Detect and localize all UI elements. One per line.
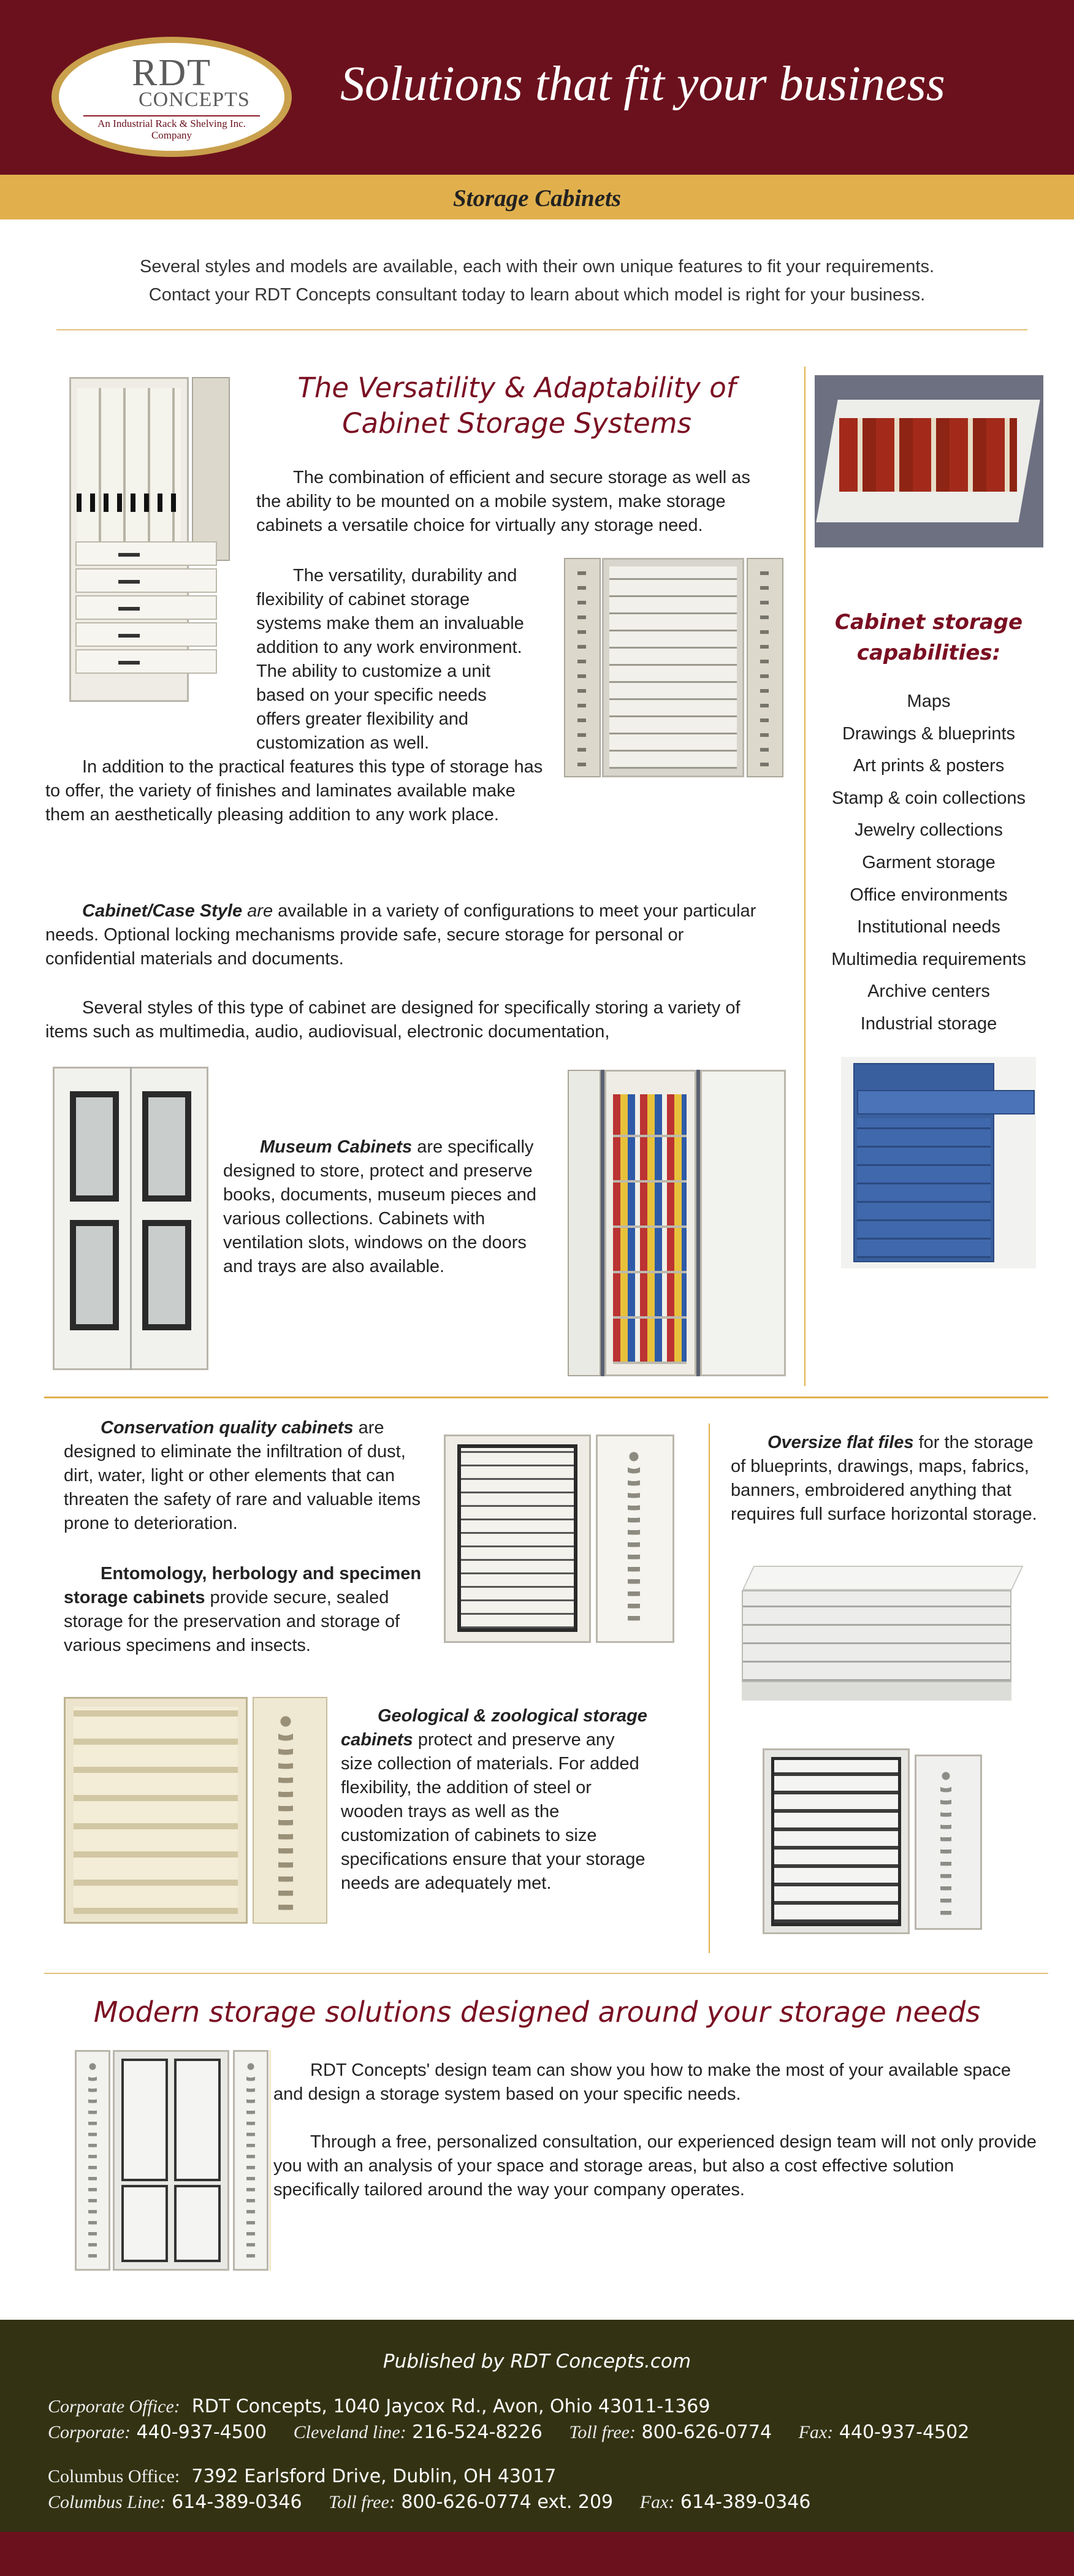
capability-item: Archive centers: [867, 981, 990, 1002]
versatility-title: [256, 370, 777, 441]
capability-item: Multimedia requirements: [831, 949, 1026, 969]
cabinet-case-style-lead: Cabinet/Case Style: [82, 901, 243, 921]
geological-paragraph: [341, 1704, 647, 1896]
rolled-document-drawer-image: [815, 375, 1043, 547]
oversize-flat-files-lead: Oversize flat files: [767, 1433, 914, 1452]
cabinet-case-style-text: available in a variety of configurations to meet your particular needs. Optional locking mechanisms provide safe, secure storage for personal or confidential materials and documents.: [45, 901, 756, 969]
logo-divider: [83, 115, 260, 116]
banner-title: Storage Cabinets: [452, 185, 622, 211]
columbus-office-address: 7392 Earlsford Drive, Dublin, OH 43017: [191, 2466, 557, 2487]
versatility-paragraph-3: In addition to the practical features this type of storage has to offer, the variety of finishes and laminates available make them an aesthetically pleasing addition to any work place.: [45, 757, 543, 825]
columbus-office-label: Columbus Office:: [48, 2466, 180, 2486]
published-by[interactable]: Published by RDT Concepts.com: [383, 2350, 691, 2372]
columbus-phone[interactable]: 614-389-0346: [172, 2491, 302, 2513]
capabilities-list: [803, 685, 1054, 1040]
versatility-paragraph-1: The combination of efficient and secure storage as well as the ability to be mounted on a mobile system, make storage cabinets a versatile choice for virtually any storage need.: [256, 468, 750, 535]
pigeonhole-cabinet-image: [564, 558, 783, 777]
divider: [44, 1397, 1048, 1398]
capability-item: Jewelry collections: [855, 820, 1003, 840]
oversize-flat-files-paragraph: [731, 1431, 1037, 1526]
geological-lead: Geological & zoological storage cabinets: [341, 1706, 647, 1750]
cabinet-case-style-paragraph: [45, 899, 763, 971]
modern-paragraph-2: Through a free, personalized consultation, our experienced design team will not only provide you with an analysis of your space and storage areas, but also a cost effective solution specifically tailored around the way your company operates.: [273, 2132, 1037, 2200]
capability-item: Stamp & coin collections: [832, 788, 1026, 808]
tray-cabinet-image: [763, 1748, 984, 1934]
corporate-fax: 440-937-4502: [839, 2422, 970, 2443]
multimedia-paragraph: Several styles of this type of cabinet are designed for specifically storing a variety of items such as multimedia, audio, audiovisual, electronic documentation,: [45, 998, 741, 1042]
toll-free-phone[interactable]: 800-626-0774: [641, 2422, 772, 2443]
capability-item: Maps: [907, 692, 951, 711]
versatility-title-line2: Cabinet Storage Systems: [342, 407, 691, 440]
oversize-flat-files-text: for the storage of blueprints, drawings, maps, fabrics, banners, embroidered anything that requires full surface horizontal storage.: [731, 1433, 1037, 1524]
intro-line1: Several styles and models are available, each with their own unique features to fit your requirements.: [139, 257, 935, 276]
museum-cabinets-paragraph: [223, 1135, 560, 1279]
book-storage-cabinet-image: [568, 1070, 786, 1376]
divider: [56, 329, 1027, 330]
capability-item: Institutional needs: [857, 917, 1000, 937]
entomology-lead: Entomology, herbology and specimen storage cabinets: [64, 1564, 422, 1607]
footer-bottom-bar: [0, 2532, 1074, 2576]
capabilities-title-line1: Cabinet storage: [834, 610, 1023, 634]
entomology-paragraph: [64, 1562, 425, 1658]
columbus-fax: 614-389-0346: [680, 2491, 811, 2513]
capability-item: Garment storage: [862, 852, 996, 872]
logo-name: RDT: [132, 52, 211, 94]
toll-free-label: Toll free:: [569, 2422, 636, 2442]
logo-tagline-line2: Company: [151, 129, 192, 141]
blue-flat-file-cabinet-image: [841, 1057, 1036, 1268]
modern-title: Modern storage solutions designed around your storage needs: [93, 1995, 981, 2029]
capability-item: Office environments: [850, 885, 1008, 905]
columbus-toll-free-phone[interactable]: 800-626-0774 ext. 209: [401, 2491, 614, 2513]
divider: [44, 1973, 1048, 1974]
column-divider: [709, 1423, 710, 1953]
corporate-office-line: [48, 2396, 710, 2417]
intro-line2: Contact your RDT Concepts consultant today to learn about which model is right for your business.: [148, 285, 926, 305]
capability-item: Drawings & blueprints: [842, 723, 1016, 744]
capability-item: Art prints & posters: [853, 756, 1005, 776]
museum-cabinets-lead: Museum Cabinets: [260, 1137, 413, 1157]
logo-tagline-line1: An Industrial Rack & Shelving Inc.: [97, 118, 246, 129]
conservation-paragraph: [64, 1416, 425, 1536]
columbus-office-line: [48, 2466, 556, 2487]
geological-cabinet-image: [64, 1697, 327, 1924]
cleveland-line-label: Cleveland line:: [293, 2422, 406, 2442]
cabinet-case-style-are: are: [247, 901, 273, 921]
corporate-office-address: RDT Concepts, 1040 Jaycox Rd., Avon, Ohio 43011-1369: [191, 2396, 710, 2417]
logo-tagline: [59, 118, 284, 141]
columbus-phone-line: [48, 2491, 810, 2513]
oversize-flat-file-image: [736, 1560, 1024, 1707]
specimen-cabinet-image: [75, 2050, 270, 2271]
toll-free-label: Toll free:: [329, 2492, 395, 2512]
fax-label: Fax:: [639, 2492, 675, 2512]
header-headline: Solutions that fit your business: [340, 57, 945, 111]
lateral-file-cabinet-image: [69, 377, 230, 702]
museum-cabinets-text: are specifically designed to store, protect and preserve books, documents, museum pieces and various collections. Cabinets with ventilation slots, windows on the doors and trays are also available.: [223, 1137, 536, 1276]
cleveland-phone[interactable]: 216-524-8226: [412, 2422, 543, 2443]
columbus-line-label: Columbus Line:: [48, 2492, 166, 2512]
versatility-title-line1: The Versatility & Adaptability of: [297, 372, 736, 404]
corporate-phone-label: Corporate:: [48, 2422, 131, 2442]
conservation-lead: Conservation quality cabinets: [101, 1418, 354, 1438]
corporate-phone[interactable]: 440-937-4500: [136, 2422, 267, 2443]
geological-text: protect and preserve any size collection of materials. For added flexibility, the addition of steel or wooden trays as well as the customization of cabinets to size specifications ensure that your storage needs are adequately met.: [341, 1730, 646, 1893]
fax-label: Fax:: [798, 2422, 834, 2442]
capabilities-title: [815, 607, 1042, 668]
modern-paragraph-1: RDT Concepts' design team can show you how to make the most of your available space and design a storage system based on your specific needs.: [273, 2060, 1011, 2104]
capabilities-title-line2: capabilities:: [856, 641, 1001, 665]
capability-item: Industrial storage: [860, 1013, 997, 1034]
intro-text: [0, 253, 1074, 309]
conservation-text: are designed to eliminate the infiltration of dust, dirt, water, light or other elements that can threaten the safety of rare and valuable items prone to deterioration.: [64, 1418, 421, 1533]
corporate-phone-line: [48, 2422, 969, 2443]
logo-name-concepts: CONCEPTS: [139, 88, 250, 111]
section-banner: [0, 175, 1074, 219]
corporate-office-label: Corporate Office:: [48, 2396, 180, 2417]
rdt-logo[interactable]: [51, 37, 292, 157]
museum-glass-cabinet-image: [53, 1067, 208, 1370]
conservation-cabinet-image: [444, 1435, 677, 1643]
versatility-paragraph-2: The versatility, durability and flexibility of cabinet storage systems make them an invaluable addition to any work environment. The ability to customize a unit based on your specific needs offers greater flexibility and customization as well.: [256, 566, 524, 753]
entomology-text: provide secure, sealed storage for the preservation and storage of various specimens and insects.: [64, 1588, 400, 1655]
